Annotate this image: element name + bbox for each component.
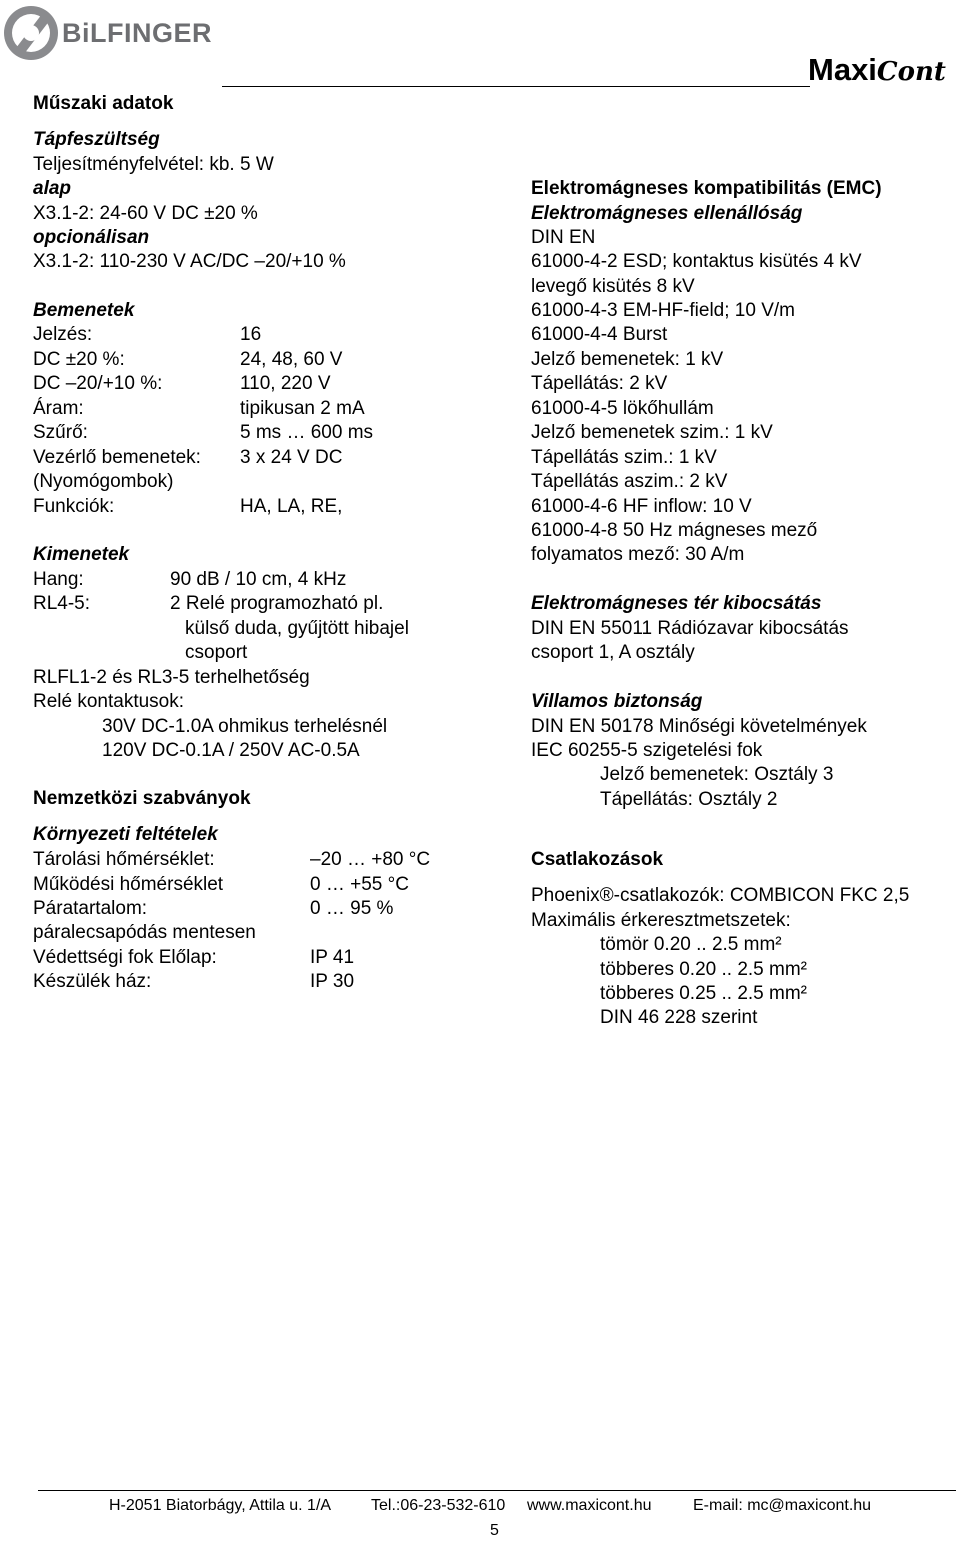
environment-label: páralecsapódás mentesen (33, 922, 256, 943)
emission-line: DIN EN 55011 Rádiózavar kibocsátás (531, 618, 849, 639)
outputs-contacts: Relé kontaktusok: (33, 691, 185, 712)
emc-line: 61000-4-3 EM-HF-field; 10 V/m (531, 300, 795, 321)
connections-line: DIN 46 228 szerint (600, 1007, 758, 1028)
environment-heading: Környezeti feltételek (33, 824, 218, 845)
power-optional-value: X3.1-2: 110-230 V AC/DC –20/+10 % (33, 251, 346, 272)
emc-line: Jelző bemenetek szim.: 1 kV (531, 422, 773, 443)
inputs-label: Vezérlő bemenetek: (33, 447, 201, 468)
inputs-value: 16 (240, 324, 262, 345)
environment-value: 0 … +55 °C (310, 874, 409, 895)
environment-label: Tárolási hőmérséklet: (33, 849, 215, 870)
connections-line: többeres 0.20 .. 2.5 mm² (600, 959, 807, 980)
emission-line: csoport 1, A osztály (531, 642, 695, 663)
safety-heading: Villamos biztonság (531, 691, 703, 712)
environment-label: Védettségi fok Előlap: (33, 947, 217, 968)
emc-line: DIN EN (531, 227, 596, 248)
emc-line: 61000-4-4 Burst (531, 324, 668, 345)
outputs-contact-2: 120V DC-0.1A / 250V AC-0.5A (102, 740, 360, 761)
safety-line: DIN EN 50178 Minőségi követelmények (531, 716, 867, 737)
outputs-sound-label: Hang: (33, 569, 84, 590)
inputs-label: Szűrő: (33, 422, 88, 443)
brand-cont: Cont (876, 57, 946, 87)
connections-line: tömör 0.20 .. 2.5 mm² (600, 934, 782, 955)
footer-email: E-mail: mc@maxicont.hu (693, 1497, 872, 1514)
environment-label: Páratartalom: (33, 898, 148, 919)
power-base-label: alap (33, 178, 72, 199)
environment-label: Készülék ház: (33, 971, 152, 992)
emc-heading: Elektromágneses kompatibilitás (EMC) (531, 178, 882, 199)
power-heading: Tápfeszültség (33, 129, 160, 150)
page-number: 5 (490, 1522, 499, 1539)
inputs-value: 3 x 24 V DC (240, 447, 343, 468)
inputs-value: 24, 48, 60 V (240, 349, 343, 370)
emc-line: 61000-4-8 50 Hz mágneses mező (531, 520, 818, 541)
emc-line: Tápellátás: 2 kV (531, 373, 668, 394)
power-base-value: X3.1-2: 24-60 V DC ±20 % (33, 203, 258, 224)
inputs-value: HA, LA, RE, (240, 496, 343, 517)
logo-wordmark: BiLFINGER (62, 18, 212, 48)
inputs-value: tipikusan 2 mA (240, 398, 365, 419)
emc-line: 61000-4-5 lökőhullám (531, 398, 714, 419)
inputs-label: (Nyomógombok) (33, 471, 174, 492)
environment-value: –20 … +80 °C (310, 849, 431, 870)
outputs-rl-value: 2 Relé programozható pl. (170, 593, 384, 614)
footer-web: www.maxicont.hu (527, 1497, 652, 1514)
outputs-rl-label: RL4-5: (33, 593, 91, 614)
outputs-rl-value: csoport (185, 642, 248, 663)
inputs-value: 5 ms … 600 ms (240, 422, 374, 443)
safety-line: Tápellátás: Osztály 2 (600, 789, 778, 810)
inputs-label: Funkciók: (33, 496, 115, 517)
safety-line: Jelző bemenetek: Osztály 3 (600, 764, 834, 785)
inputs-label: Áram: (33, 398, 84, 419)
outputs-contact-1: 30V DC-1.0A ohmikus terhelésnél (102, 716, 388, 737)
environment-value: IP 30 (310, 971, 355, 992)
environment-label: Működési hőmérséklet (33, 874, 224, 895)
emc-line: Jelző bemenetek: 1 kV (531, 349, 724, 370)
outputs-sound-value: 90 dB / 10 cm, 4 kHz (170, 569, 347, 590)
outputs-heading: Kimenetek (33, 544, 130, 565)
environment-value: IP 41 (310, 947, 355, 968)
connections-line: Phoenix®-csatlakozók: COMBICON FKC 2,5 (531, 885, 910, 906)
maxicont-brand (808, 52, 946, 88)
emc-line: folyamatos mező: 30 A/m (531, 544, 745, 565)
standards-heading: Nemzetközi szabványok (33, 788, 251, 809)
emc-line: 61000-4-2 ESD; kontaktus kisütés 4 kV (531, 251, 862, 272)
header-rule (222, 86, 810, 87)
outputs-rl-value: külső duda, gyűjtött hibajel (185, 618, 409, 639)
emc-line: Tápellátás szim.: 1 kV (531, 447, 717, 468)
emission-heading: Elektromágneses tér kibocsátás (531, 593, 822, 614)
page-title: Műszaki adatok (33, 93, 174, 114)
brand-maxi: Maxi (808, 52, 877, 87)
footer-rule (38, 1490, 956, 1491)
inputs-label: DC –20/+10 %: (33, 373, 163, 394)
outputs-load: RLFL1-2 és RL3-5 terhelhetőség (33, 667, 310, 688)
bilfinger-logo-icon (2, 4, 60, 62)
connections-line: Maximális érkeresztmetszetek: (531, 910, 791, 931)
inputs-label: DC ±20 %: (33, 349, 125, 370)
emc-line: levegő kisütés 8 kV (531, 276, 695, 297)
footer-tel: Tel.:06-23-532-610 (371, 1497, 506, 1514)
power-optional-label: opcionálisan (33, 227, 150, 248)
connections-line: többeres 0.25 .. 2.5 mm² (600, 983, 807, 1004)
safety-line: IEC 60255-5 szigetelési fok (531, 740, 763, 761)
emc-line: 61000-4-6 HF inflow: 10 V (531, 496, 752, 517)
emc-subheading: Elektromágneses ellenállóság (531, 203, 803, 224)
inputs-heading: Bemenetek (33, 300, 135, 321)
power-consumption: Teljesítményfelvétel: kb. 5 W (33, 154, 274, 175)
footer-address: H-2051 Biatorbágy, Attila u. 1/A (109, 1497, 332, 1514)
inputs-value: 110, 220 V (240, 373, 331, 394)
emc-line: Tápellátás aszim.: 2 kV (531, 471, 728, 492)
connections-heading: Csatlakozások (531, 849, 664, 870)
environment-value: 0 … 95 % (310, 898, 394, 919)
inputs-label: Jelzés: (33, 324, 93, 345)
